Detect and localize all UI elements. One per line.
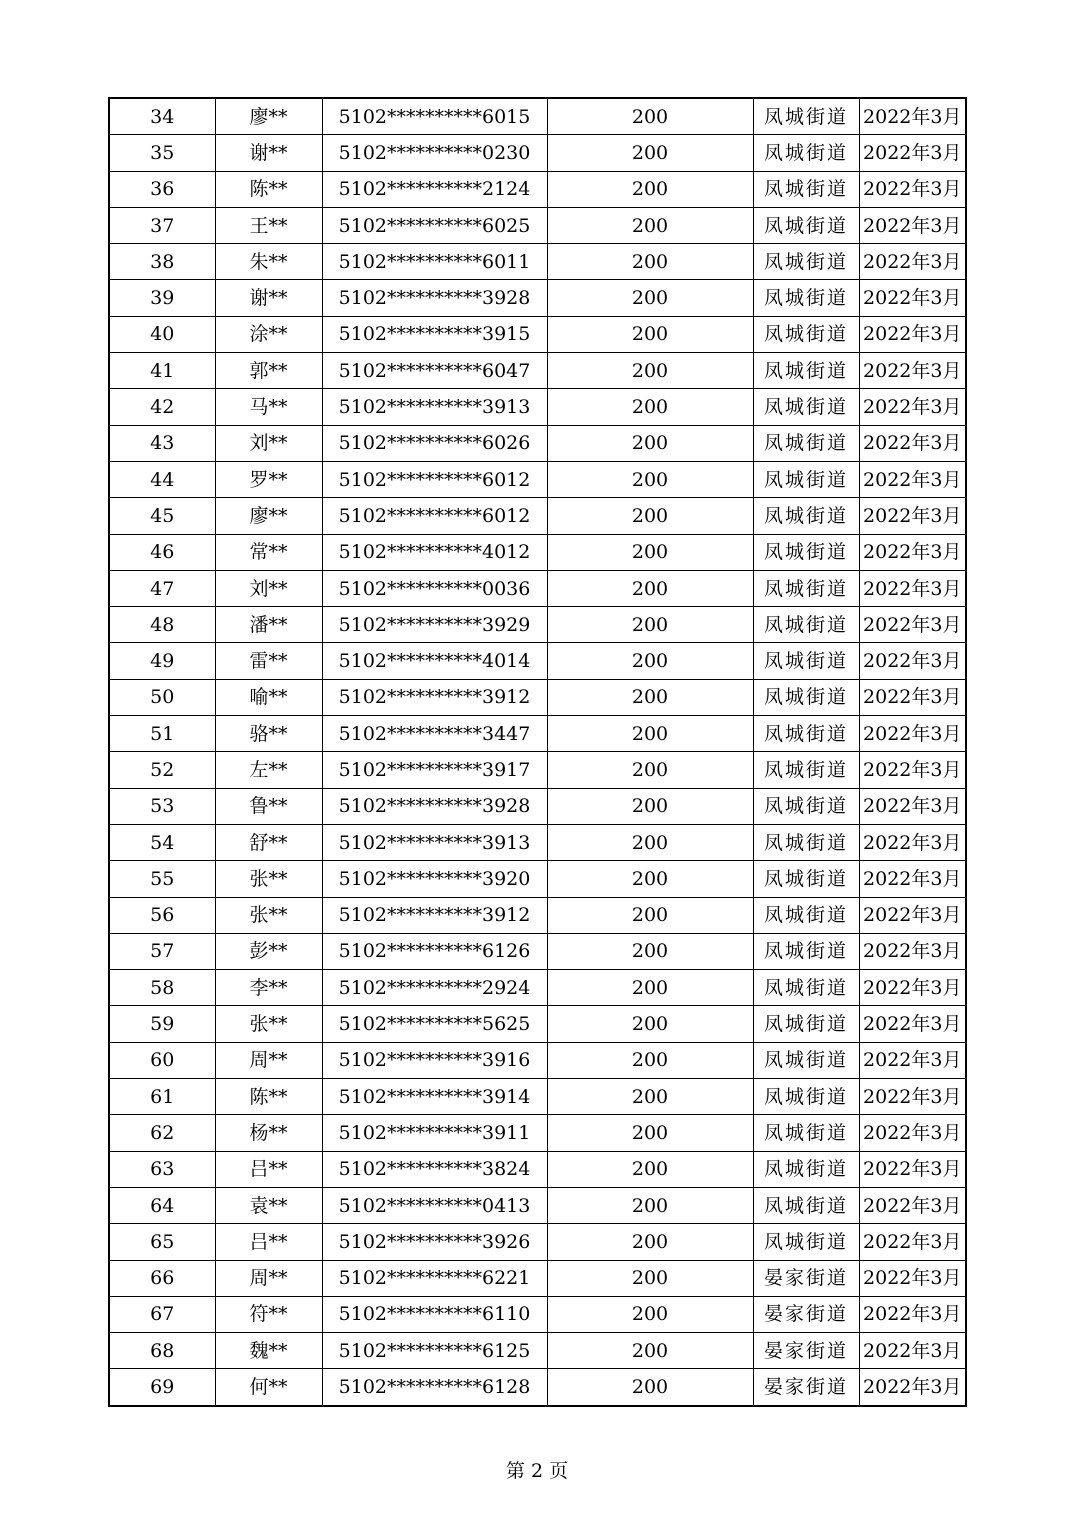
date-cell: 2022年3月 <box>859 534 966 570</box>
amount-cell: 200 <box>547 570 753 606</box>
name-cell: 吕** <box>215 1224 322 1260</box>
id-number-cell: 5102**********6128 <box>322 1369 547 1406</box>
id-number-cell: 5102**********5625 <box>322 1006 547 1042</box>
id-number-cell: 5102**********3912 <box>322 679 547 715</box>
name-cell: 涂** <box>215 316 322 352</box>
row-number-cell: 44 <box>109 461 215 497</box>
id-number-cell: 5102**********4012 <box>322 534 547 570</box>
row-number-cell: 40 <box>109 316 215 352</box>
street-cell: 凤城街道 <box>753 824 859 860</box>
street-cell: 凤城街道 <box>753 861 859 897</box>
amount-cell: 200 <box>547 135 753 171</box>
row-number-cell: 53 <box>109 788 215 824</box>
street-cell: 凤城街道 <box>753 98 859 135</box>
row-number-cell: 61 <box>109 1079 215 1115</box>
date-cell: 2022年3月 <box>859 1187 966 1223</box>
row-number-cell: 63 <box>109 1151 215 1187</box>
id-number-cell: 5102**********3917 <box>322 752 547 788</box>
street-cell: 凤城街道 <box>753 534 859 570</box>
id-number-cell: 5102**********0036 <box>322 570 547 606</box>
amount-cell: 200 <box>547 244 753 280</box>
name-cell: 舒** <box>215 824 322 860</box>
date-cell: 2022年3月 <box>859 897 966 933</box>
street-cell: 凤城街道 <box>753 933 859 969</box>
allowance-list-table-container <box>108 97 965 1407</box>
row-number-cell: 54 <box>109 824 215 860</box>
amount-cell: 200 <box>547 1333 753 1369</box>
table-row <box>109 716 966 752</box>
row-number-cell: 41 <box>109 353 215 389</box>
table-row <box>109 534 966 570</box>
name-cell: 周** <box>215 1042 322 1078</box>
name-cell: 雷** <box>215 643 322 679</box>
table-row <box>109 897 966 933</box>
date-cell: 2022年3月 <box>859 1115 966 1151</box>
amount-cell: 200 <box>547 679 753 715</box>
row-number-cell: 66 <box>109 1260 215 1296</box>
street-cell: 晏家街道 <box>753 1333 859 1369</box>
street-cell: 凤城街道 <box>753 280 859 316</box>
id-number-cell: 5102**********3916 <box>322 1042 547 1078</box>
table-row <box>109 570 966 606</box>
date-cell: 2022年3月 <box>859 1079 966 1115</box>
row-number-cell: 37 <box>109 207 215 243</box>
street-cell: 凤城街道 <box>753 897 859 933</box>
date-cell: 2022年3月 <box>859 824 966 860</box>
row-number-cell: 51 <box>109 716 215 752</box>
date-cell: 2022年3月 <box>859 752 966 788</box>
table-row <box>109 1006 966 1042</box>
id-number-cell: 5102**********6110 <box>322 1296 547 1332</box>
date-cell: 2022年3月 <box>859 861 966 897</box>
id-number-cell: 5102**********4014 <box>322 643 547 679</box>
id-number-cell: 5102**********6011 <box>322 244 547 280</box>
street-cell: 凤城街道 <box>753 752 859 788</box>
table-row <box>109 933 966 969</box>
name-cell: 李** <box>215 970 322 1006</box>
name-cell: 朱** <box>215 244 322 280</box>
name-cell: 袁** <box>215 1187 322 1223</box>
id-number-cell: 5102**********3447 <box>322 716 547 752</box>
table-row <box>109 98 966 135</box>
amount-cell: 200 <box>547 389 753 425</box>
name-cell: 左** <box>215 752 322 788</box>
amount-cell: 200 <box>547 824 753 860</box>
date-cell: 2022年3月 <box>859 788 966 824</box>
date-cell: 2022年3月 <box>859 425 966 461</box>
street-cell: 凤城街道 <box>753 1079 859 1115</box>
row-number-cell: 36 <box>109 171 215 207</box>
street-cell: 凤城街道 <box>753 353 859 389</box>
amount-cell: 200 <box>547 1006 753 1042</box>
table-row <box>109 498 966 534</box>
table-row <box>109 1115 966 1151</box>
table-row <box>109 244 966 280</box>
row-number-cell: 42 <box>109 389 215 425</box>
table-row <box>109 461 966 497</box>
row-number-cell: 60 <box>109 1042 215 1078</box>
row-number-cell: 65 <box>109 1224 215 1260</box>
amount-cell: 200 <box>547 1042 753 1078</box>
id-number-cell: 5102**********3913 <box>322 824 547 860</box>
name-cell: 魏** <box>215 1333 322 1369</box>
street-cell: 凤城街道 <box>753 1151 859 1187</box>
id-number-cell: 5102**********3911 <box>322 1115 547 1151</box>
row-number-cell: 59 <box>109 1006 215 1042</box>
street-cell: 凤城街道 <box>753 425 859 461</box>
page-number: 第 2 页 <box>505 1460 569 1482</box>
street-cell: 凤城街道 <box>753 498 859 534</box>
row-number-cell: 56 <box>109 897 215 933</box>
street-cell: 凤城街道 <box>753 788 859 824</box>
name-cell: 马** <box>215 389 322 425</box>
id-number-cell: 5102**********6012 <box>322 498 547 534</box>
date-cell: 2022年3月 <box>859 1006 966 1042</box>
name-cell: 吕** <box>215 1151 322 1187</box>
row-number-cell: 50 <box>109 679 215 715</box>
name-cell: 潘** <box>215 607 322 643</box>
date-cell: 2022年3月 <box>859 280 966 316</box>
date-cell: 2022年3月 <box>859 1369 966 1406</box>
street-cell: 凤城街道 <box>753 1115 859 1151</box>
date-cell: 2022年3月 <box>859 1333 966 1369</box>
amount-cell: 200 <box>547 752 753 788</box>
street-cell: 凤城街道 <box>753 1224 859 1260</box>
street-cell: 晏家街道 <box>753 1260 859 1296</box>
table-row <box>109 135 966 171</box>
street-cell: 凤城街道 <box>753 207 859 243</box>
id-number-cell: 5102**********3912 <box>322 897 547 933</box>
name-cell: 鲁** <box>215 788 322 824</box>
date-cell: 2022年3月 <box>859 679 966 715</box>
id-number-cell: 5102**********3824 <box>322 1151 547 1187</box>
id-number-cell: 5102**********3915 <box>322 316 547 352</box>
row-number-cell: 69 <box>109 1369 215 1406</box>
row-number-cell: 35 <box>109 135 215 171</box>
name-cell: 骆** <box>215 716 322 752</box>
date-cell: 2022年3月 <box>859 933 966 969</box>
name-cell: 张** <box>215 897 322 933</box>
row-number-cell: 38 <box>109 244 215 280</box>
row-number-cell: 34 <box>109 98 215 135</box>
date-cell: 2022年3月 <box>859 1151 966 1187</box>
row-number-cell: 52 <box>109 752 215 788</box>
name-cell: 喻** <box>215 679 322 715</box>
amount-cell: 200 <box>547 970 753 1006</box>
row-number-cell: 46 <box>109 534 215 570</box>
table-row <box>109 679 966 715</box>
amount-cell: 200 <box>547 353 753 389</box>
date-cell: 2022年3月 <box>859 970 966 1006</box>
amount-cell: 200 <box>547 461 753 497</box>
row-number-cell: 49 <box>109 643 215 679</box>
name-cell: 廖** <box>215 98 322 135</box>
name-cell: 郭** <box>215 353 322 389</box>
id-number-cell: 5102**********3928 <box>322 788 547 824</box>
table-row <box>109 425 966 461</box>
street-cell: 凤城街道 <box>753 135 859 171</box>
name-cell: 杨** <box>215 1115 322 1151</box>
table-row <box>109 1333 966 1369</box>
amount-cell: 200 <box>547 933 753 969</box>
row-number-cell: 55 <box>109 861 215 897</box>
row-number-cell: 48 <box>109 607 215 643</box>
name-cell: 陈** <box>215 1079 322 1115</box>
amount-cell: 200 <box>547 280 753 316</box>
date-cell: 2022年3月 <box>859 570 966 606</box>
amount-cell: 200 <box>547 861 753 897</box>
date-cell: 2022年3月 <box>859 643 966 679</box>
date-cell: 2022年3月 <box>859 607 966 643</box>
id-number-cell: 5102**********6221 <box>322 1260 547 1296</box>
row-number-cell: 47 <box>109 570 215 606</box>
id-number-cell: 5102**********6012 <box>322 461 547 497</box>
id-number-cell: 5102**********0230 <box>322 135 547 171</box>
name-cell: 谢** <box>215 280 322 316</box>
name-cell: 谢** <box>215 135 322 171</box>
table-row <box>109 1296 966 1332</box>
street-cell: 凤城街道 <box>753 570 859 606</box>
date-cell: 2022年3月 <box>859 1224 966 1260</box>
name-cell: 彭** <box>215 933 322 969</box>
amount-cell: 200 <box>547 1224 753 1260</box>
table-row <box>109 1224 966 1260</box>
date-cell: 2022年3月 <box>859 316 966 352</box>
row-number-cell: 67 <box>109 1296 215 1332</box>
date-cell: 2022年3月 <box>859 135 966 171</box>
table-body <box>109 98 966 1406</box>
id-number-cell: 5102**********0413 <box>322 1187 547 1223</box>
amount-cell: 200 <box>547 207 753 243</box>
id-number-cell: 5102**********3928 <box>322 280 547 316</box>
name-cell: 刘** <box>215 425 322 461</box>
id-number-cell: 5102**********3914 <box>322 1079 547 1115</box>
table-row <box>109 752 966 788</box>
name-cell: 张** <box>215 1006 322 1042</box>
table-row <box>109 207 966 243</box>
street-cell: 凤城街道 <box>753 461 859 497</box>
table-row <box>109 316 966 352</box>
id-number-cell: 5102**********2924 <box>322 970 547 1006</box>
name-cell: 周** <box>215 1260 322 1296</box>
amount-cell: 200 <box>547 1296 753 1332</box>
name-cell: 陈** <box>215 171 322 207</box>
row-number-cell: 43 <box>109 425 215 461</box>
amount-cell: 200 <box>547 98 753 135</box>
date-cell: 2022年3月 <box>859 1042 966 1078</box>
street-cell: 凤城街道 <box>753 244 859 280</box>
amount-cell: 200 <box>547 1079 753 1115</box>
id-number-cell: 5102**********6047 <box>322 353 547 389</box>
street-cell: 凤城街道 <box>753 716 859 752</box>
row-number-cell: 64 <box>109 1187 215 1223</box>
table-row <box>109 643 966 679</box>
name-cell: 何** <box>215 1369 322 1406</box>
street-cell: 凤城街道 <box>753 316 859 352</box>
allowance-list-table <box>108 97 967 1407</box>
amount-cell: 200 <box>547 534 753 570</box>
id-number-cell: 5102**********6126 <box>322 933 547 969</box>
name-cell: 廖** <box>215 498 322 534</box>
table-row <box>109 970 966 1006</box>
table-row <box>109 1042 966 1078</box>
id-number-cell: 5102**********2124 <box>322 171 547 207</box>
amount-cell: 200 <box>547 1369 753 1406</box>
street-cell: 凤城街道 <box>753 607 859 643</box>
name-cell: 刘** <box>215 570 322 606</box>
name-cell: 王** <box>215 207 322 243</box>
street-cell: 凤城街道 <box>753 679 859 715</box>
street-cell: 凤城街道 <box>753 1187 859 1223</box>
table-row <box>109 1369 966 1406</box>
table-row <box>109 861 966 897</box>
row-number-cell: 57 <box>109 933 215 969</box>
street-cell: 凤城街道 <box>753 970 859 1006</box>
street-cell: 凤城街道 <box>753 389 859 425</box>
amount-cell: 200 <box>547 788 753 824</box>
id-number-cell: 5102**********3929 <box>322 607 547 643</box>
name-cell: 罗** <box>215 461 322 497</box>
row-number-cell: 58 <box>109 970 215 1006</box>
table-row <box>109 389 966 425</box>
amount-cell: 200 <box>547 716 753 752</box>
amount-cell: 200 <box>547 425 753 461</box>
amount-cell: 200 <box>547 1151 753 1187</box>
table-row <box>109 1151 966 1187</box>
date-cell: 2022年3月 <box>859 389 966 425</box>
amount-cell: 200 <box>547 498 753 534</box>
date-cell: 2022年3月 <box>859 716 966 752</box>
id-number-cell: 5102**********3926 <box>322 1224 547 1260</box>
table-row <box>109 280 966 316</box>
table-row <box>109 171 966 207</box>
id-number-cell: 5102**********3913 <box>322 389 547 425</box>
amount-cell: 200 <box>547 171 753 207</box>
date-cell: 2022年3月 <box>859 171 966 207</box>
date-cell: 2022年3月 <box>859 461 966 497</box>
date-cell: 2022年3月 <box>859 1296 966 1332</box>
id-number-cell: 5102**********6026 <box>322 425 547 461</box>
table-row <box>109 788 966 824</box>
name-cell: 张** <box>215 861 322 897</box>
date-cell: 2022年3月 <box>859 207 966 243</box>
table-row <box>109 1079 966 1115</box>
row-number-cell: 45 <box>109 498 215 534</box>
date-cell: 2022年3月 <box>859 353 966 389</box>
table-row <box>109 824 966 860</box>
name-cell: 符** <box>215 1296 322 1332</box>
amount-cell: 200 <box>547 316 753 352</box>
amount-cell: 200 <box>547 1187 753 1223</box>
street-cell: 凤城街道 <box>753 171 859 207</box>
table-row <box>109 607 966 643</box>
amount-cell: 200 <box>547 1115 753 1151</box>
row-number-cell: 62 <box>109 1115 215 1151</box>
street-cell: 凤城街道 <box>753 1042 859 1078</box>
street-cell: 凤城街道 <box>753 643 859 679</box>
row-number-cell: 39 <box>109 280 215 316</box>
street-cell: 凤城街道 <box>753 1006 859 1042</box>
name-cell: 常** <box>215 534 322 570</box>
amount-cell: 200 <box>547 643 753 679</box>
id-number-cell: 5102**********3920 <box>322 861 547 897</box>
amount-cell: 200 <box>547 607 753 643</box>
row-number-cell: 68 <box>109 1333 215 1369</box>
table-row <box>109 1260 966 1296</box>
street-cell: 晏家街道 <box>753 1296 859 1332</box>
id-number-cell: 5102**********6025 <box>322 207 547 243</box>
date-cell: 2022年3月 <box>859 244 966 280</box>
id-number-cell: 5102**********6125 <box>322 1333 547 1369</box>
street-cell: 晏家街道 <box>753 1369 859 1406</box>
date-cell: 2022年3月 <box>859 498 966 534</box>
date-cell: 2022年3月 <box>859 98 966 135</box>
amount-cell: 200 <box>547 897 753 933</box>
amount-cell: 200 <box>547 1260 753 1296</box>
table-row <box>109 353 966 389</box>
id-number-cell: 5102**********6015 <box>322 98 547 135</box>
date-cell: 2022年3月 <box>859 1260 966 1296</box>
table-row <box>109 1187 966 1223</box>
